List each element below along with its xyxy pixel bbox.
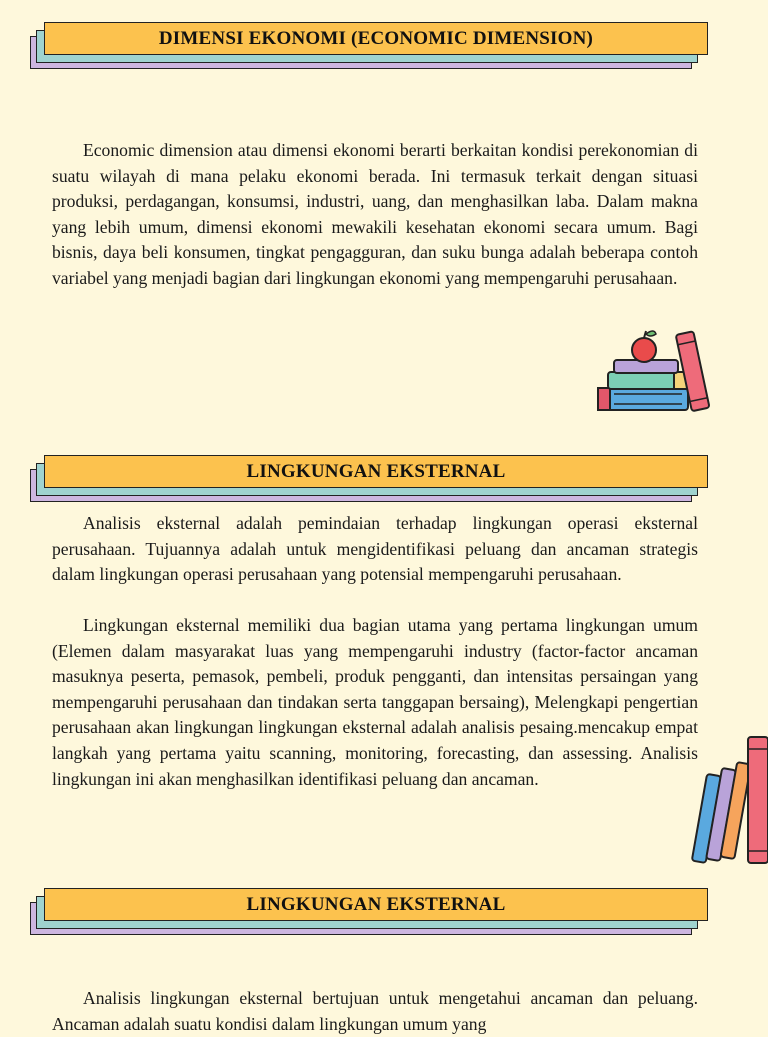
section-3-banner	[30, 888, 710, 938]
section-2-paragraph-2: Lingkungan eksternal memiliki dua bagian utama yang pertama lingkungan umum (Elemen dalam masyarakat luas yang mempengaruhi industry (factor-factor ancaman masuknya peserta, pemasok, pembeli, produk pengganti, dan intensitas persaingan yang mempengaruhi perusahaan dan tindakan serta tanggapan bersaing), Melengkapi pengertian perusahaan akan lingkungan lingkungan eksternal adalah analisis pesaing.mencakup empat langkah yang pertama yaitu scanning, monitoring, forecasting, dan assessing. Analisis lingkungan ini akan menghasilkan identifikasi peluang dan ancaman.	[52, 615, 698, 789]
section-1-banner	[30, 22, 710, 72]
section-1-title: DIMENSI EKONOMI (ECONOMIC DIMENSION)	[158, 27, 594, 49]
books-apple-icon	[594, 328, 718, 414]
section-3-title: LINGKUNGAN EKSTERNAL	[246, 893, 506, 915]
section-1-paragraph-1: Economic dimension atau dimensi ekonomi berarti berkaitan kondisi perekonomian di suatu wilayah di mana pelaku ekonomi berada. Ini termasuk terkait dengan situasi produksi, perdagangan, konsumsi, industri, uang, dan menghasilkan laba. Dalam makna yang lebih umum, dimensi ekonomi mewakili kesehatan ekonomi secara umum. Bagi bisnis, daya beli konsumen, tingkat pengagguran, dan suku bunga adalah beberapa contoh variabel yang menjadi bagian dari lingkungan ekonomi yang mempengaruhi perusahaan.	[52, 140, 698, 288]
section-2-paragraph-1: Analisis eksternal adalah pemindaian terhadap lingkungan operasi eksternal perusahaan. Tujuannya adalah untuk mengidentifikasi peluang dan ancaman strategis dalam lingkungan operasi perusahaan yang potensial mempengaruhi perusahaan.	[52, 513, 698, 585]
banner-face	[44, 455, 708, 488]
section-2-banner	[30, 455, 710, 505]
banner-face	[44, 888, 708, 921]
leaning-books-icon	[690, 735, 768, 867]
section-2-title: LINGKUNGAN EKSTERNAL	[246, 460, 506, 482]
banner-face	[44, 22, 708, 55]
section-3-paragraph-1: Analisis lingkungan eksternal bertujuan untuk mengetahui ancaman dan peluang. Ancaman adalah suatu kondisi dalam lingkungan umum yang	[52, 988, 698, 1034]
